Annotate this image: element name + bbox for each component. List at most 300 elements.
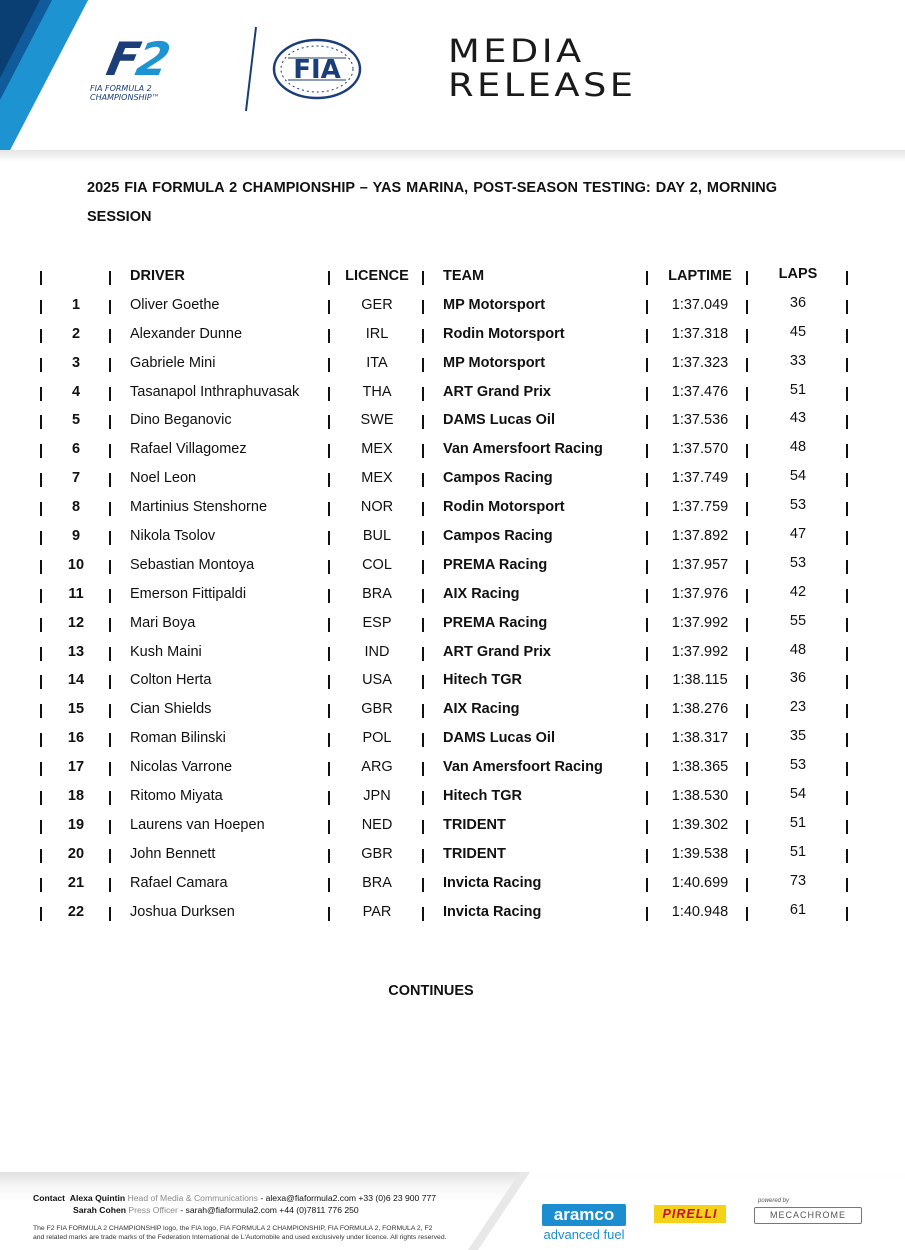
column-separator (746, 589, 748, 603)
laps-cell: 51 (789, 381, 807, 398)
column-separator (40, 358, 42, 372)
column-separator (646, 387, 648, 401)
laptime-cell: 1:37.976 (671, 585, 729, 602)
team-cell: Campos Racing (443, 470, 553, 487)
column-separator (846, 589, 848, 603)
column-separator (109, 675, 111, 689)
laps-cell: 73 (789, 872, 807, 889)
contact1-details[interactable]: - alexa@fiaformula2.com +33 (0)6 23 900 777 (260, 1193, 437, 1203)
table-row (36, 811, 856, 840)
column-separator (846, 791, 848, 805)
column-separator (40, 531, 42, 545)
column-separator (40, 820, 42, 834)
laptime-cell: 1:38.115 (672, 672, 728, 689)
column-separator (746, 531, 748, 545)
column-separator (40, 878, 42, 892)
team-cell: MP Motorsport (443, 354, 546, 371)
laps-cell: 42 (789, 583, 807, 600)
team-cell: DAMS Lucas Oil (443, 412, 555, 429)
column-separator (746, 473, 748, 487)
licence-cell: ARG (361, 759, 393, 776)
table-row (36, 551, 856, 580)
driver-cell: Martinius Stenshorne (130, 499, 268, 516)
continues-label: CONTINUES (388, 983, 474, 999)
column-separator (328, 704, 330, 718)
header-driver: DRIVER (130, 268, 185, 284)
contact2-name: Sarah Cohen (73, 1205, 127, 1215)
licence-cell: NED (361, 816, 393, 833)
contact1-name: Alexa Quintin (69, 1193, 126, 1203)
column-separator (40, 762, 42, 776)
laps-cell: 43 (789, 410, 807, 427)
team-cell: Campos Racing (443, 528, 553, 545)
column-separator (746, 560, 748, 574)
column-separator (646, 907, 648, 921)
column-separator (422, 358, 424, 372)
table-row (36, 666, 856, 695)
table-row (36, 869, 856, 898)
column-separator (40, 733, 42, 747)
column-separator (328, 878, 330, 892)
column-separator (646, 502, 648, 516)
column-separator (422, 444, 424, 458)
driver-cell: Laurens van Hoepen (130, 816, 265, 833)
position-cell: 20 (67, 845, 85, 862)
column-separator (422, 733, 424, 747)
f2-logo-subtitle: FIA FORMULA 2 CHAMPIONSHIP™ (90, 84, 160, 102)
column-separator (846, 878, 848, 892)
laps-cell: 47 (789, 526, 807, 543)
column-separator (328, 618, 330, 632)
laps-cell: 55 (789, 612, 807, 629)
column-separator (646, 560, 648, 574)
contact-label: Contact (33, 1193, 65, 1203)
licence-cell: BRA (362, 585, 392, 602)
column-separator (328, 444, 330, 458)
licence-cell: GER (361, 296, 393, 313)
table-row (36, 898, 856, 927)
table-row (36, 464, 856, 493)
column-separator (328, 849, 330, 863)
position-cell: 2 (71, 325, 81, 342)
licence-cell: NOR (360, 499, 394, 516)
column-separator (328, 300, 330, 314)
laptime-cell: 1:40.948 (671, 903, 729, 920)
header-laps: LAPS (778, 266, 818, 282)
position-cell: 13 (67, 643, 85, 660)
header-licence: LICENCE (345, 268, 409, 284)
column-separator (40, 907, 42, 921)
column-separator (746, 675, 748, 689)
column-separator (746, 704, 748, 718)
column-separator (646, 733, 648, 747)
header-shadow (0, 150, 905, 162)
column-separator (746, 878, 748, 892)
column-separator (40, 647, 42, 661)
licence-cell: USA (362, 672, 392, 689)
column-separator (846, 675, 848, 689)
column-separator (746, 358, 748, 372)
table-row (36, 724, 856, 753)
table-row (36, 609, 856, 638)
column-separator (40, 704, 42, 718)
column-separator (40, 675, 42, 689)
column-separator (422, 820, 424, 834)
column-separator (646, 271, 648, 285)
column-separator (328, 589, 330, 603)
column-separator (40, 329, 42, 343)
table-row (36, 406, 856, 435)
column-separator (746, 387, 748, 401)
column-separator (328, 531, 330, 545)
column-separator (328, 560, 330, 574)
column-separator (109, 415, 111, 429)
column-separator (109, 849, 111, 863)
column-separator (422, 473, 424, 487)
legal-notice: The F2 FIA FORMULA 2 CHAMPIONSHIP logo, the FIA logo, FIA FORMULA 2 CHAMPIONSHIP, FIA FORMULA 2, FORMULA 2, F2 and related marks are trade marks of the Federation International de L'Automobile and used exclusively under licence. All rights reserved. (33, 1225, 447, 1241)
team-cell: Rodin Motorsport (443, 499, 565, 516)
team-cell: TRIDENT (443, 816, 506, 833)
team-cell: AIX Racing (443, 585, 520, 602)
driver-cell: Alexander Dunne (130, 325, 243, 342)
column-separator (109, 502, 111, 516)
laptime-cell: 1:37.759 (671, 499, 729, 516)
column-separator (646, 704, 648, 718)
licence-cell: BRA (362, 874, 392, 891)
position-cell: 19 (67, 816, 85, 833)
position-cell: 18 (67, 788, 85, 805)
column-separator (40, 387, 42, 401)
team-cell: Hitech TGR (443, 672, 522, 689)
column-separator (109, 589, 111, 603)
column-separator (109, 444, 111, 458)
column-separator (422, 531, 424, 545)
driver-cell: Noel Leon (130, 470, 197, 487)
team-cell: Van Amersfoort Racing (443, 759, 603, 776)
pirelli-logo: PIRELLI (654, 1205, 726, 1223)
column-separator (328, 358, 330, 372)
column-separator (846, 531, 848, 545)
laps-cell: 53 (789, 757, 807, 774)
laptime-cell: 1:37.318 (671, 325, 729, 342)
driver-cell: Colton Herta (130, 672, 212, 689)
laptime-cell: 1:39.538 (671, 845, 729, 862)
position-cell: 4 (71, 383, 81, 400)
licence-cell: SWE (360, 412, 394, 429)
column-separator (422, 502, 424, 516)
column-separator (328, 820, 330, 834)
fia-logo (272, 38, 362, 100)
laptime-cell: 1:39.302 (671, 816, 729, 833)
laptime-cell: 1:37.892 (671, 528, 729, 545)
column-separator (846, 907, 848, 921)
position-cell: 3 (71, 354, 81, 371)
laptime-cell: 1:37.992 (671, 643, 729, 660)
column-separator (646, 675, 648, 689)
column-separator (646, 618, 648, 632)
position-cell: 7 (71, 470, 81, 487)
media-release-line2: RELEASE (448, 66, 637, 104)
laptime-cell: 1:37.749 (671, 470, 729, 487)
position-cell: 1 (71, 296, 81, 313)
driver-cell: Ritomo Miyata (130, 788, 223, 805)
column-separator (40, 618, 42, 632)
laptime-cell: 1:37.323 (671, 354, 729, 371)
column-separator (328, 675, 330, 689)
laps-cell: 48 (789, 641, 807, 658)
header-laptime: LAPTIME (668, 268, 732, 284)
team-cell: AIX Racing (443, 701, 520, 718)
driver-cell: Cian Shields (130, 701, 212, 718)
table-row (36, 320, 856, 349)
column-separator (846, 647, 848, 661)
footer (0, 1172, 905, 1250)
laps-cell: 54 (789, 468, 807, 485)
column-separator (422, 415, 424, 429)
position-cell: 5 (71, 412, 81, 429)
column-separator (646, 358, 648, 372)
position-cell: 16 (67, 730, 85, 747)
laps-cell: 35 (789, 728, 807, 745)
column-separator (846, 444, 848, 458)
driver-cell: Oliver Goethe (130, 296, 220, 313)
table-row (36, 638, 856, 667)
contact2-details[interactable]: - sarah@fiaformula2.com +44 (0)7811 776 250 (180, 1205, 359, 1215)
column-separator (328, 907, 330, 921)
column-separator (646, 878, 648, 892)
table-row (36, 378, 856, 407)
column-separator (846, 733, 848, 747)
column-separator (846, 762, 848, 776)
column-separator (846, 329, 848, 343)
column-separator (746, 444, 748, 458)
column-separator (422, 560, 424, 574)
table-row (36, 349, 856, 378)
laptime-cell: 1:38.276 (671, 701, 729, 718)
team-cell: MP Motorsport (443, 296, 546, 313)
table-row (36, 580, 856, 609)
media-release-heading (448, 34, 637, 102)
column-separator (109, 878, 111, 892)
column-separator (746, 502, 748, 516)
logo-divider (244, 26, 258, 112)
licence-cell: IND (364, 643, 390, 660)
column-separator (109, 300, 111, 314)
column-separator (422, 387, 424, 401)
column-separator (40, 791, 42, 805)
laptime-cell: 1:37.536 (671, 412, 729, 429)
column-separator (109, 618, 111, 632)
laps-cell: 61 (789, 901, 807, 918)
licence-cell: BUL (362, 528, 392, 545)
position-cell: 14 (67, 672, 85, 689)
aramco-logo: aramco advanced fuel (543, 1205, 625, 1242)
column-separator (109, 907, 111, 921)
driver-cell: Rafael Villagomez (130, 441, 247, 458)
column-separator (40, 444, 42, 458)
column-separator (40, 502, 42, 516)
table-header-row (36, 262, 856, 291)
driver-cell: Joshua Durksen (130, 903, 235, 920)
column-separator (422, 647, 424, 661)
licence-cell: GBR (361, 845, 393, 862)
column-separator (328, 415, 330, 429)
column-separator (328, 473, 330, 487)
driver-cell: Mari Boya (130, 614, 196, 631)
driver-cell: Rafael Camara (130, 874, 228, 891)
column-separator (109, 704, 111, 718)
laps-cell: 45 (789, 323, 807, 340)
column-separator (846, 358, 848, 372)
team-cell: Invicta Racing (443, 874, 542, 891)
column-separator (328, 502, 330, 516)
column-separator (846, 415, 848, 429)
table-row (36, 840, 856, 869)
laps-cell: 48 (789, 439, 807, 456)
driver-cell: Nicolas Varrone (130, 759, 233, 776)
column-separator (746, 647, 748, 661)
position-cell: 9 (71, 528, 81, 545)
driver-cell: Tasanapol Inthraphuvasak (130, 383, 300, 400)
column-separator (109, 820, 111, 834)
driver-cell: Roman Bilinski (130, 730, 226, 747)
laps-cell: 51 (789, 843, 807, 860)
column-separator (646, 444, 648, 458)
column-separator (422, 907, 424, 921)
licence-cell: PAR (362, 903, 392, 920)
driver-cell: Sebastian Montoya (130, 556, 255, 573)
column-separator (846, 387, 848, 401)
column-separator (746, 849, 748, 863)
licence-cell: COL (362, 556, 392, 573)
column-separator (746, 791, 748, 805)
column-separator (328, 329, 330, 343)
licence-cell: GBR (361, 701, 393, 718)
f2-logo-mark: F2 (102, 32, 174, 86)
release-title: 2025 FIA FORMULA 2 CHAMPIONSHIP – YAS MARINA, POST-SEASON TESTING: DAY 2, MORNING SESSION (87, 180, 777, 225)
header-team: TEAM (443, 268, 485, 284)
laptime-cell: 1:37.049 (671, 296, 729, 313)
licence-cell: JPN (363, 788, 391, 805)
team-cell: DAMS Lucas Oil (443, 730, 555, 747)
column-separator (109, 647, 111, 661)
column-separator (109, 329, 111, 343)
position-cell: 10 (67, 556, 85, 573)
column-separator (746, 820, 748, 834)
column-separator (422, 589, 424, 603)
position-cell: 8 (71, 499, 81, 516)
column-separator (422, 878, 424, 892)
laps-cell: 54 (789, 786, 807, 803)
column-separator (846, 560, 848, 574)
column-separator (109, 387, 111, 401)
table-row (36, 435, 856, 464)
position-cell: 17 (67, 759, 85, 776)
position-cell: 12 (67, 614, 85, 631)
driver-cell: John Bennett (130, 845, 216, 862)
column-separator (846, 704, 848, 718)
laptime-cell: 1:38.365 (671, 759, 729, 776)
column-separator (846, 820, 848, 834)
position-cell: 11 (68, 585, 84, 602)
column-separator (109, 733, 111, 747)
licence-cell: IRL (365, 325, 389, 342)
column-separator (646, 849, 648, 863)
contact2-role: Press Officer (128, 1205, 178, 1215)
column-separator (109, 791, 111, 805)
column-separator (646, 647, 648, 661)
laptime-cell: 1:38.530 (671, 788, 729, 805)
team-cell: ART Grand Prix (443, 643, 551, 660)
column-separator (646, 531, 648, 545)
position-cell: 15 (67, 701, 85, 718)
laptime-cell: 1:37.957 (671, 556, 729, 573)
team-cell: TRIDENT (443, 845, 506, 862)
laps-cell: 33 (789, 352, 807, 369)
column-separator (746, 907, 748, 921)
licence-cell: THA (362, 383, 392, 400)
team-cell: Rodin Motorsport (443, 325, 565, 342)
driver-cell: Gabriele Mini (130, 354, 216, 371)
column-separator (328, 271, 330, 285)
column-separator (328, 762, 330, 776)
driver-cell: Nikola Tsolov (130, 528, 216, 545)
column-separator (328, 733, 330, 747)
column-separator (646, 762, 648, 776)
column-separator (109, 271, 111, 285)
team-cell: Invicta Racing (443, 903, 542, 920)
position-cell: 21 (67, 874, 85, 891)
team-cell: PREMA Racing (443, 614, 548, 631)
laps-cell: 36 (789, 670, 807, 687)
table-row (36, 291, 856, 320)
column-separator (646, 415, 648, 429)
column-separator (40, 473, 42, 487)
laps-cell: 51 (789, 814, 807, 831)
column-separator (646, 589, 648, 603)
column-separator (646, 820, 648, 834)
column-separator (746, 329, 748, 343)
column-separator (422, 791, 424, 805)
licence-cell: POL (362, 730, 392, 747)
licence-cell: MEX (361, 441, 393, 458)
table-row (36, 493, 856, 522)
column-separator (646, 473, 648, 487)
column-separator (646, 329, 648, 343)
licence-cell: MEX (361, 470, 393, 487)
column-separator (846, 849, 848, 863)
column-separator (746, 271, 748, 285)
laps-cell: 36 (789, 294, 807, 311)
column-separator (422, 618, 424, 632)
results-table (36, 262, 856, 926)
laptime-cell: 1:37.476 (671, 383, 729, 400)
column-separator (40, 271, 42, 285)
column-separator (328, 791, 330, 805)
column-separator (40, 560, 42, 574)
column-separator (328, 387, 330, 401)
fia-logo-text: FIA (293, 55, 341, 85)
column-separator (422, 271, 424, 285)
team-cell: Hitech TGR (443, 788, 522, 805)
team-cell: Van Amersfoort Racing (443, 441, 603, 458)
table-row (36, 782, 856, 811)
column-separator (646, 791, 648, 805)
team-cell: ART Grand Prix (443, 383, 551, 400)
column-separator (422, 675, 424, 689)
licence-cell: ESP (362, 614, 392, 631)
column-separator (422, 704, 424, 718)
